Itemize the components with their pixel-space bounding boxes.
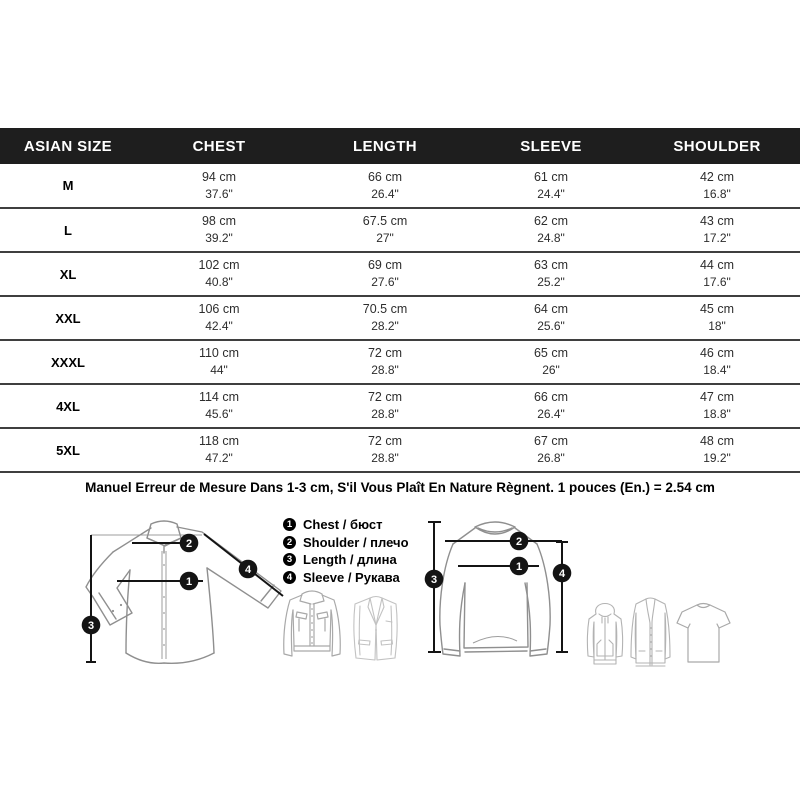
legend-label: Shoulder / плечо bbox=[303, 534, 409, 550]
circled-number-icon: 1 bbox=[283, 518, 296, 531]
hoodie-sketch bbox=[585, 592, 625, 672]
shoulder-cell: 43 cm 17.2" bbox=[699, 214, 735, 245]
size-cell: 4XL bbox=[56, 398, 80, 414]
sleeve-cell: 64 cm 25.6" bbox=[533, 302, 569, 333]
shoulder-cell: 46 cm 18.4" bbox=[699, 346, 735, 377]
t-shirt-sketch bbox=[676, 600, 731, 665]
size-cell: XL bbox=[59, 266, 77, 282]
marker-length bbox=[82, 616, 101, 635]
svg-text:4: 4 bbox=[244, 564, 252, 576]
table-row bbox=[0, 340, 800, 384]
sleeve-measure-line bbox=[556, 542, 568, 652]
length-cell: 72 cm 28.8" bbox=[367, 346, 403, 377]
svg-text:2: 2 bbox=[515, 536, 523, 548]
legend-label: Chest / бюст bbox=[303, 517, 383, 533]
sleeve-cell: 66 cm 26.4" bbox=[533, 390, 569, 421]
header-sleeve: SLEEVE bbox=[468, 128, 634, 164]
size-cell: XXL bbox=[55, 310, 81, 326]
sweater-sketch bbox=[415, 505, 600, 685]
shoulder-cell: 44 cm 17.6" bbox=[699, 258, 735, 289]
marker-shoulder bbox=[180, 534, 199, 553]
legend-item-chest bbox=[283, 516, 409, 534]
dress-shirt-sketch bbox=[55, 505, 300, 685]
chest-cell: 118 cm 47.2" bbox=[198, 434, 240, 465]
table-row bbox=[0, 252, 800, 296]
measurement-legend bbox=[283, 516, 409, 586]
header-asian-size: ASIAN SIZE bbox=[0, 128, 136, 164]
measurement-note: Manuel Erreur de Mesure Dans 1-3 cm, S'il Vous Plaît En Nature Règnent. 1 pouces (En.) = 2.54 cm bbox=[85, 480, 715, 495]
header-length: LENGTH bbox=[302, 128, 468, 164]
marker-length bbox=[425, 570, 444, 589]
legend-item-shoulder bbox=[283, 534, 409, 552]
marker-sleeve bbox=[553, 564, 572, 583]
shoulder-cell: 42 cm 16.8" bbox=[699, 169, 735, 201]
circled-number-icon: 2 bbox=[283, 536, 296, 549]
length-cell: 72 cm 28.8" bbox=[367, 434, 403, 465]
legend-label: Sleeve / Рукава bbox=[303, 569, 400, 585]
table-header-row bbox=[0, 128, 800, 164]
chest-cell: 110 cm 44" bbox=[198, 346, 240, 377]
table-row bbox=[0, 384, 800, 428]
table-row bbox=[0, 208, 800, 252]
legend-label: Length / длина bbox=[303, 552, 397, 568]
sleeve-cell: 65 cm 26" bbox=[533, 346, 569, 377]
svg-text:3: 3 bbox=[87, 620, 95, 632]
sleeve-cell: 67 cm 26.8" bbox=[533, 434, 569, 465]
length-cell: 70.5 cm 28.2" bbox=[362, 302, 408, 333]
size-cell: L bbox=[64, 222, 72, 238]
length-cell: 69 cm 27.6" bbox=[367, 258, 403, 289]
size-table bbox=[0, 128, 800, 473]
shoulder-cell: 47 cm 18.8" bbox=[699, 390, 735, 421]
circled-number-icon: 3 bbox=[283, 553, 296, 566]
svg-text:1: 1 bbox=[185, 576, 193, 588]
marker-chest bbox=[510, 557, 529, 576]
chest-cell: 94 cm 37.6" bbox=[201, 169, 237, 201]
length-cell: 72 cm 28.8" bbox=[367, 390, 403, 421]
marker-chest bbox=[180, 572, 199, 591]
denim-jacket-sketch bbox=[280, 586, 345, 671]
chest-cell: 102 cm 40.8" bbox=[198, 258, 240, 289]
table-row bbox=[0, 296, 800, 340]
sleeve-cell: 63 cm 25.2" bbox=[533, 258, 569, 289]
table-row bbox=[0, 428, 800, 472]
shoulder-cell: 45 cm 18" bbox=[699, 302, 735, 333]
marker-sleeve bbox=[239, 560, 258, 579]
legend-item-length bbox=[283, 551, 409, 569]
legend-item-sleeve bbox=[283, 569, 409, 587]
size-cell: 5XL bbox=[56, 442, 80, 458]
svg-text:1: 1 bbox=[515, 561, 523, 573]
size-cell: XXXL bbox=[51, 354, 85, 370]
marker-shoulder bbox=[510, 532, 529, 551]
circled-number-icon: 4 bbox=[283, 571, 296, 584]
svg-text:4: 4 bbox=[558, 568, 566, 580]
size-cell: M bbox=[62, 178, 74, 193]
length-cell: 67.5 cm 27" bbox=[362, 214, 408, 245]
shoulder-cell: 48 cm 19.2" bbox=[699, 434, 735, 465]
svg-text:3: 3 bbox=[430, 574, 438, 586]
blazer-sketch bbox=[349, 592, 402, 665]
header-shoulder: SHOULDER bbox=[634, 128, 800, 164]
chest-cell: 106 cm 42.4" bbox=[198, 302, 240, 333]
header-chest: CHEST bbox=[136, 128, 302, 164]
cardigan-sketch bbox=[628, 595, 673, 672]
sleeve-cell: 61 cm 24.4" bbox=[533, 169, 569, 201]
svg-text:2: 2 bbox=[185, 538, 193, 550]
chest-cell: 98 cm 39.2" bbox=[201, 214, 237, 245]
chest-cell: 114 cm 45.6" bbox=[198, 390, 240, 421]
table-row bbox=[0, 164, 800, 208]
sleeve-cell: 62 cm 24.8" bbox=[533, 214, 569, 245]
length-cell: 66 cm 26.4" bbox=[367, 169, 403, 201]
